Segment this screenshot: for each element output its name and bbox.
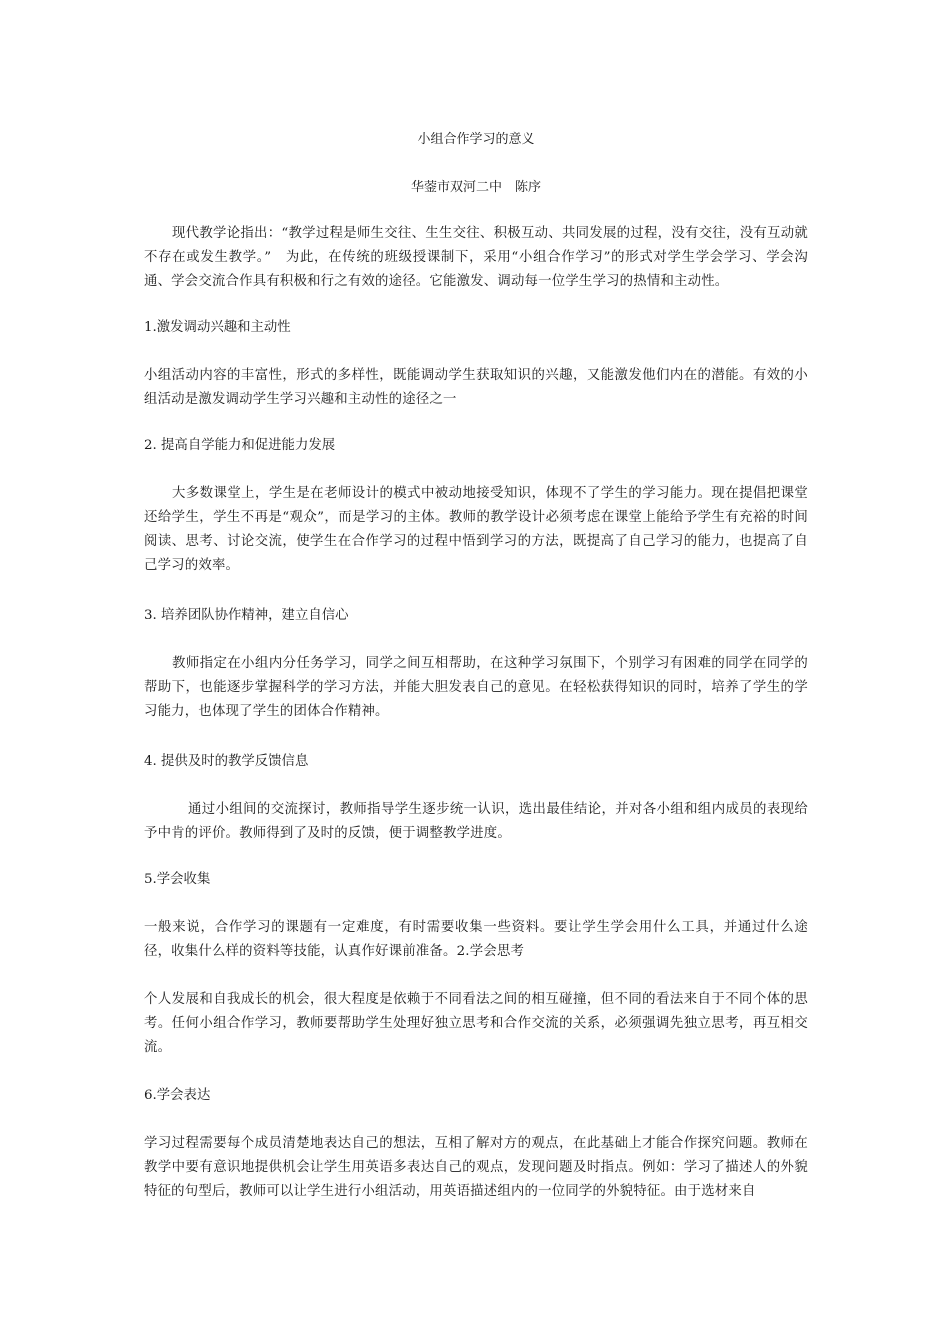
intro-paragraph: 现代教学论指出：“教学过程是师生交往、生生交往、积极互动、共同发展的过程，没有交往，没有互动就不存在或发生教学。” 为此，在传统的班级授课制下，采用“小组合作学习”的形式对学生学会学习、学会沟通、学会交流合作具有积极和行之有效的途径。它能激发、调动每一位学生学习的热情和主动性。 <box>144 226 808 289</box>
section-1-heading: 1.激发调动兴趣和主动性 <box>144 320 291 335</box>
document-title: 小组合作学习的意义 <box>417 132 535 147</box>
section-1-body: 小组活动内容的丰富性，形式的多样性，既能调动学生获取知识的兴趣，又能激发他们内在的潜能。有效的小组活动是激发调动学生学习兴趣和主动性的途径之一 <box>144 368 808 407</box>
section-thinking-body: 个人发展和自我成长的机会，很大程度是依赖于不同看法之间的相互碰撞，但不同的看法来自于不同个体的思考。任何小组合作学习，教师要帮助学生处理好独立思考和合作交流的关系，必须强调先独立思考，再互相交流。 <box>144 992 808 1055</box>
section-4-heading: 4. 提供及时的教学反馈信息 <box>144 754 309 769</box>
section-4-body: 通过小组间的交流探讨，教师指导学生逐步统一认识，选出最佳结论，并对各小组和组内成员的表现给予中肯的评价。教师得到了及时的反馈，便于调整教学进度。 <box>144 802 808 841</box>
section-5-heading: 5.学会收集 <box>144 872 211 887</box>
section-6-heading: 6.学会表达 <box>144 1088 211 1103</box>
section-5-body: 一般来说，合作学习的课题有一定难度，有时需要收集一些资料。要让学生学会用什么工具，并通过什么途径，收集什么样的资料等技能，认真作好课前准备。2.学会思考 <box>144 920 808 959</box>
section-2-body: 大多数课堂上，学生是在老师设计的模式中被动地接受知识，体现不了学生的学习能力。现在提倡把课堂还给学生，学生不再是“观众”，而是学习的主体。教师的教学设计必须考虑在课堂上能给予学生有充裕的时间阅读、思考、讨论交流，使学生在合作学习的过程中悟到学习的方法，既提高了自己学习的能力，也提高了自己学习的效率。 <box>144 486 808 573</box>
section-6-body: 学习过程需要每个成员清楚地表达自己的想法，互相了解对方的观点，在此基础上才能合作探究问题。教师在教学中要有意识地提供机会让学生用英语多表达自己的观点，发现问题及时指点。例如：学习了描述人的外貌特征的句型后，教师可以让学生进行小组活动，用英语描述组内的一位同学的外貌特征。由于选材来自 <box>144 1136 808 1199</box>
section-2-heading: 2. 提高自学能力和促进能力发展 <box>144 438 336 453</box>
section-3-body: 教师指定在小组内分任务学习，同学之间互相帮助，在这种学习氛围下，个别学习有困难的同学在同学的帮助下，也能逐步掌握科学的学习方法，并能大胆发表自己的意见。在轻松获得知识的同时，培养了学生的学习能力，也体现了学生的团体合作精神。 <box>144 656 808 719</box>
author-line: 华蓥市双河二中 陈序 <box>410 180 541 195</box>
section-3-heading: 3. 培养团队协作精神，建立自信心 <box>144 608 349 623</box>
